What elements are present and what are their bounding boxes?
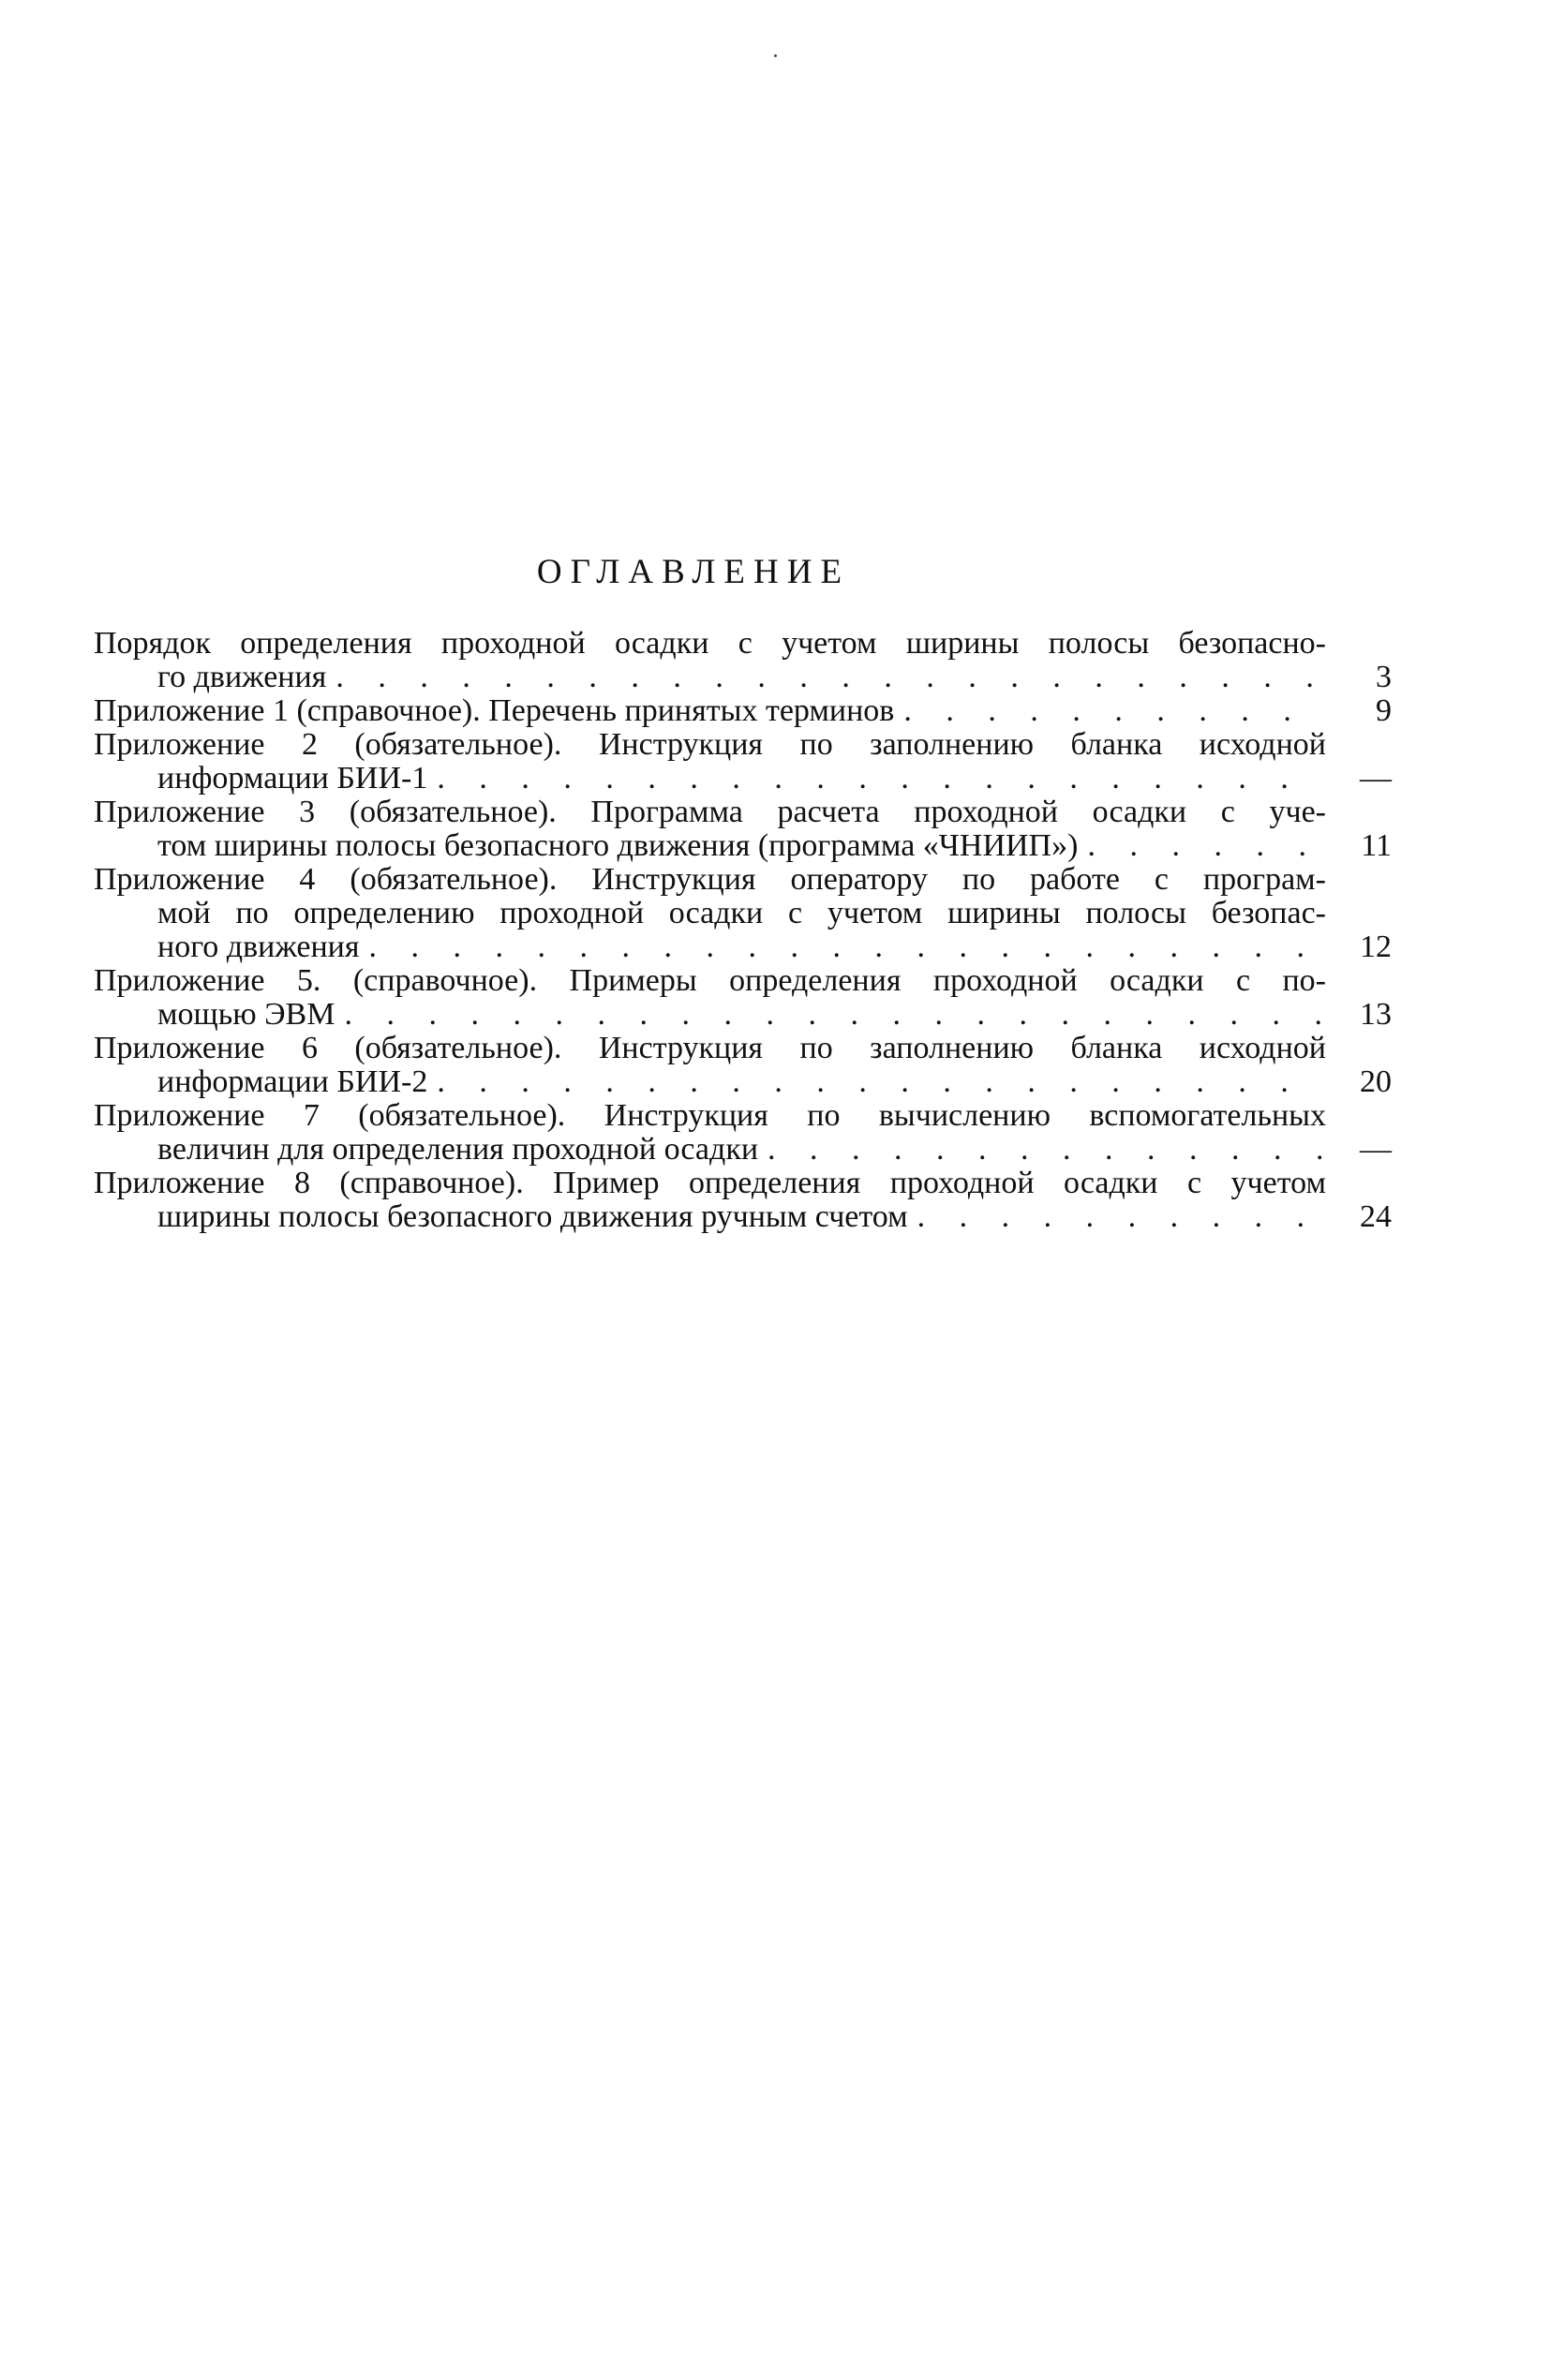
page-title: ОГЛАВЛЕНИЕ bbox=[536, 553, 851, 591]
toc-entry-text: Приложение 5. (справочное). Примеры определения проходной осадки с по- bbox=[94, 963, 1326, 998]
toc-entry-label: информации БИИ-1 bbox=[157, 761, 428, 796]
toc-entry-line bbox=[94, 627, 1392, 661]
toc-entry[interactable] bbox=[94, 1032, 1392, 1099]
toc-page-number: 3 bbox=[1376, 660, 1392, 694]
toc-entry[interactable] bbox=[94, 964, 1392, 1032]
toc-entry-label: величин для определения проходной осадки bbox=[157, 1132, 759, 1167]
dot-leader bbox=[1087, 829, 1322, 863]
toc-entry-label: Приложение 1 (справочное). Перечень принятых терминов bbox=[94, 693, 895, 728]
toc-entry[interactable] bbox=[94, 694, 1392, 728]
toc-page-number: — bbox=[1360, 1132, 1392, 1167]
dot-leader bbox=[335, 661, 1322, 694]
toc-entry-label: том ширины полосы безопасного движения (программа «ЧНИИП») bbox=[157, 828, 1079, 863]
toc-entry-line bbox=[94, 964, 1392, 998]
toc-entry-text: Приложение 6 (обязательное). Инструкция по заполнению бланка исходной bbox=[94, 1031, 1326, 1065]
toc-entry-label: ного движения bbox=[157, 930, 360, 964]
toc-entry-text: Приложение 8 (справочное). Пример определения проходной осадки с учетом bbox=[94, 1166, 1326, 1200]
toc-entry[interactable] bbox=[94, 728, 1392, 796]
toc-entry-last-line bbox=[94, 694, 1392, 728]
toc-entry-last-line bbox=[94, 930, 1392, 964]
toc-entry[interactable] bbox=[94, 627, 1392, 694]
toc-entry-text: Приложение 3 (обязательное). Программа расчета проходной осадки с уче- bbox=[94, 795, 1326, 829]
toc-page-number: 20 bbox=[1360, 1064, 1392, 1099]
toc-page-number: 24 bbox=[1360, 1199, 1392, 1234]
toc-entry-text: Порядок определения проходной осадки с учетом ширины полосы безопасно- bbox=[94, 626, 1326, 661]
dot-leader bbox=[768, 1133, 1322, 1167]
toc-entry-label: ширины полосы безопасного движения ручным счетом bbox=[157, 1199, 908, 1234]
toc-entry-line bbox=[94, 1099, 1392, 1133]
dot-leader bbox=[903, 694, 1322, 728]
toc-entry-label: мощью ЭВМ bbox=[157, 997, 335, 1032]
toc-page-number: 12 bbox=[1360, 930, 1392, 964]
toc-entry-line bbox=[94, 863, 1392, 897]
toc-page-number: 13 bbox=[1360, 997, 1392, 1032]
toc-entry-line bbox=[94, 897, 1392, 930]
dot-leader bbox=[437, 762, 1322, 796]
toc-entry-last-line bbox=[94, 1200, 1392, 1234]
toc-entry-line bbox=[94, 1032, 1392, 1065]
toc-entry-text: Приложение 2 (обязательное). Инструкция по заполнению бланка исходной bbox=[94, 727, 1326, 762]
toc-entry[interactable] bbox=[94, 863, 1392, 964]
toc-entry-line bbox=[94, 1167, 1392, 1200]
scan-speck bbox=[774, 54, 777, 57]
toc-entry-last-line bbox=[94, 1133, 1392, 1167]
toc-entry-label: го движения bbox=[157, 660, 327, 694]
dot-leader bbox=[369, 930, 1322, 964]
dot-leader bbox=[437, 1065, 1322, 1099]
dot-leader bbox=[344, 998, 1322, 1032]
toc-entry-line bbox=[94, 728, 1392, 762]
toc-entry-label: информации БИИ-2 bbox=[157, 1064, 428, 1099]
toc-entry-text: Приложение 7 (обязательное). Инструкция по вычислению вспомогательных bbox=[94, 1098, 1326, 1133]
toc-page-number: 9 bbox=[1376, 693, 1392, 728]
toc-entry-last-line bbox=[94, 762, 1392, 796]
dot-leader bbox=[917, 1200, 1322, 1234]
toc-entry-line bbox=[94, 796, 1392, 829]
toc-entry-last-line bbox=[94, 998, 1392, 1032]
toc-entry[interactable] bbox=[94, 1167, 1392, 1234]
toc-entry[interactable] bbox=[94, 796, 1392, 863]
toc-page-number: — bbox=[1360, 761, 1392, 796]
toc-page-number: 11 bbox=[1361, 828, 1392, 863]
toc-entry-text: мой по определению проходной осадки с учетом ширины полосы безопас- bbox=[157, 896, 1326, 930]
toc-entry-last-line bbox=[94, 829, 1392, 863]
table-of-contents bbox=[94, 627, 1392, 1234]
toc-entry[interactable] bbox=[94, 1099, 1392, 1167]
toc-entry-last-line bbox=[94, 661, 1392, 694]
toc-entry-text: Приложение 4 (обязательное). Инструкция оператору по работе с програм- bbox=[94, 862, 1326, 897]
toc-entry-last-line bbox=[94, 1065, 1392, 1099]
